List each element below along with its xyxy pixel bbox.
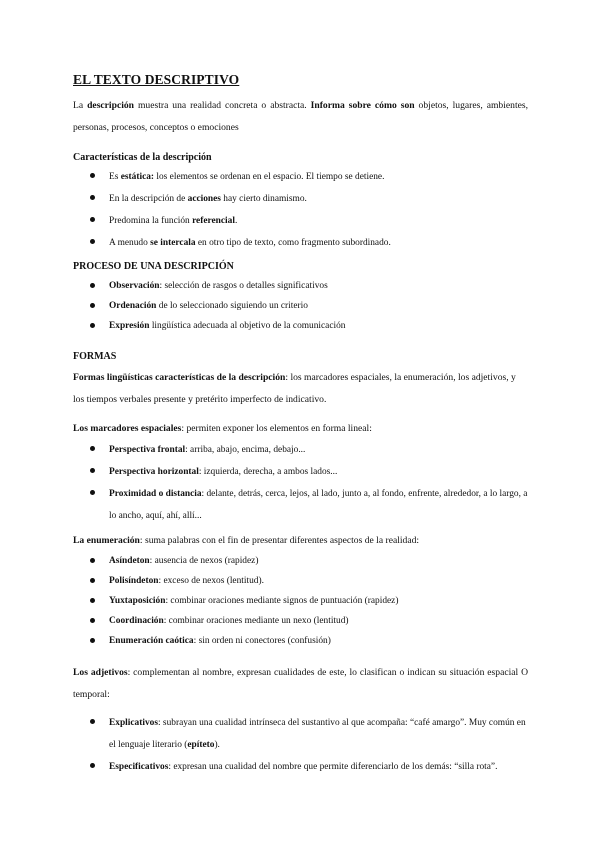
bold-text: estática:: [120, 172, 155, 182]
bold-text: se intercala: [150, 238, 196, 248]
list-adjetivos: [73, 712, 533, 778]
text: A menudo: [109, 238, 151, 248]
text: : selección de rasgos o detalles significativos: [159, 281, 328, 291]
text: : complementan al nombre, expresan cualidades de este, lo clasifican o indican su situación espacial O temporal:: [73, 667, 529, 700]
text: : los marcadores espaciales, la enumeración, los adjetivos, y los tiempos verbales presente y pretérito imperfecto de indicativo.: [73, 372, 516, 405]
bold-text: epíteto: [187, 740, 215, 750]
bold-text: referencial: [192, 216, 235, 226]
bold-text: Informa sobre cómo son: [310, 100, 415, 111]
text: Es: [109, 172, 121, 182]
bold-text: Explicativos: [109, 718, 158, 728]
list-marcadores: [73, 439, 533, 527]
text: de lo seleccionado siguiendo un criterio: [156, 301, 308, 311]
list-item: [73, 461, 533, 483]
text: ).: [214, 740, 220, 750]
text: Predomina la función: [109, 216, 193, 226]
list-item: [73, 571, 533, 591]
bold-text: Yuxtaposición: [109, 596, 166, 606]
list-item: [73, 316, 533, 336]
list-caracteristicas: [73, 166, 533, 254]
text: En la descripción de: [109, 194, 188, 204]
list-item: [73, 591, 533, 611]
list-item: [73, 232, 533, 254]
bold-text: Perspectiva horizontal: [109, 467, 199, 477]
bold-text: Enumeración caótica: [109, 636, 194, 646]
text: : expresan una cualidad del nombre que permite diferenciarlo de los demás: “silla rota”.: [168, 762, 498, 772]
bold-text: La enumeración: [73, 535, 140, 546]
bold-text: descripción: [87, 100, 134, 111]
text: : sin orden ni conectores (confusión): [193, 636, 331, 646]
text: lingüística adecuada al objetivo de la comunicación: [149, 321, 346, 331]
text: La: [73, 100, 88, 111]
bold-text: acciones: [187, 194, 221, 204]
section-heading-proceso: PROCESO DE UNA DESCRIPCIÓN: [73, 261, 234, 272]
list-item: [73, 756, 533, 778]
text: hay cierto dinamismo.: [220, 194, 307, 204]
bold-text: Los adjetivos: [73, 667, 128, 678]
list-item: [73, 712, 533, 756]
text: : combinar oraciones mediante signos de puntuación (rapidez): [165, 596, 399, 606]
bold-text: Ordenación: [109, 301, 157, 311]
text: : subrayan una cualidad intrínseca del sustantivo al que acompaña: “café amargo”. Muy común en el lenguaje literario (: [109, 718, 526, 750]
list-item: [73, 296, 533, 316]
list-item: [73, 166, 533, 188]
bold-text: Los marcadores espaciales: [73, 423, 182, 434]
page-title: EL TEXTO DESCRIPTIVO: [73, 72, 240, 87]
bold-text: Especificativos: [109, 762, 169, 772]
list-item: [73, 210, 533, 232]
section-heading-formas: FORMAS: [73, 351, 117, 362]
text: : permiten exponer los elementos en forma lineal:: [181, 423, 372, 434]
enumeracion-paragraph: [73, 530, 528, 552]
text: en otro tipo de texto, como fragmento subordinado.: [195, 238, 391, 248]
list-proceso: [73, 276, 533, 336]
list-item: [73, 276, 533, 296]
text: : arriba, abajo, encima, debajo...: [185, 445, 306, 455]
text: muestra una realidad concreta o abstracta.: [134, 100, 311, 111]
text: objetos, lugares, ambientes, personas, procesos, conceptos o emociones: [73, 100, 528, 133]
adjetivos-paragraph: [73, 662, 528, 706]
marcadores-paragraph: [73, 418, 528, 440]
list-enumeracion: [73, 551, 533, 651]
list-item: [73, 188, 533, 210]
intro-paragraph: [73, 95, 528, 139]
list-item: [73, 439, 533, 461]
bold-text: Formas lingüísticas características de la descripción: [73, 372, 286, 383]
text: : exceso de nexos (lentitud).: [158, 576, 264, 586]
formas-paragraph: [73, 367, 528, 411]
section-heading-caracteristicas: Características de la descripción: [73, 152, 212, 163]
text: : ausencia de nexos (rapidez): [149, 556, 259, 566]
text: : combinar oraciones mediante un nexo (lentitud): [163, 616, 349, 626]
text: : suma palabras con el fin de presentar diferentes aspectos de la realidad:: [139, 535, 420, 546]
list-item: [73, 483, 533, 527]
bold-text: Expresión: [109, 321, 150, 331]
list-item: [73, 631, 533, 651]
bold-text: Coordinación: [109, 616, 164, 626]
list-item: [73, 551, 533, 571]
bold-text: Proximidad o distancia: [109, 489, 202, 499]
bold-text: Polisíndeton: [109, 576, 159, 586]
text: : izquierda, derecha, a ambos lados...: [198, 467, 338, 477]
list-item: [73, 611, 533, 631]
bold-text: Perspectiva frontal: [109, 445, 186, 455]
bold-text: Asíndeton: [109, 556, 150, 566]
text: los elementos se ordenan en el espacio. El tiempo se detiene.: [154, 172, 385, 182]
text: .: [234, 216, 238, 226]
text: : delante, detrás, cerca, lejos, al lado, junto a, al fondo, enfrente, alrededor, a lo largo, a lo ancho, aquí, ahí, allí...: [109, 489, 528, 521]
bold-text: Observación: [109, 281, 160, 291]
